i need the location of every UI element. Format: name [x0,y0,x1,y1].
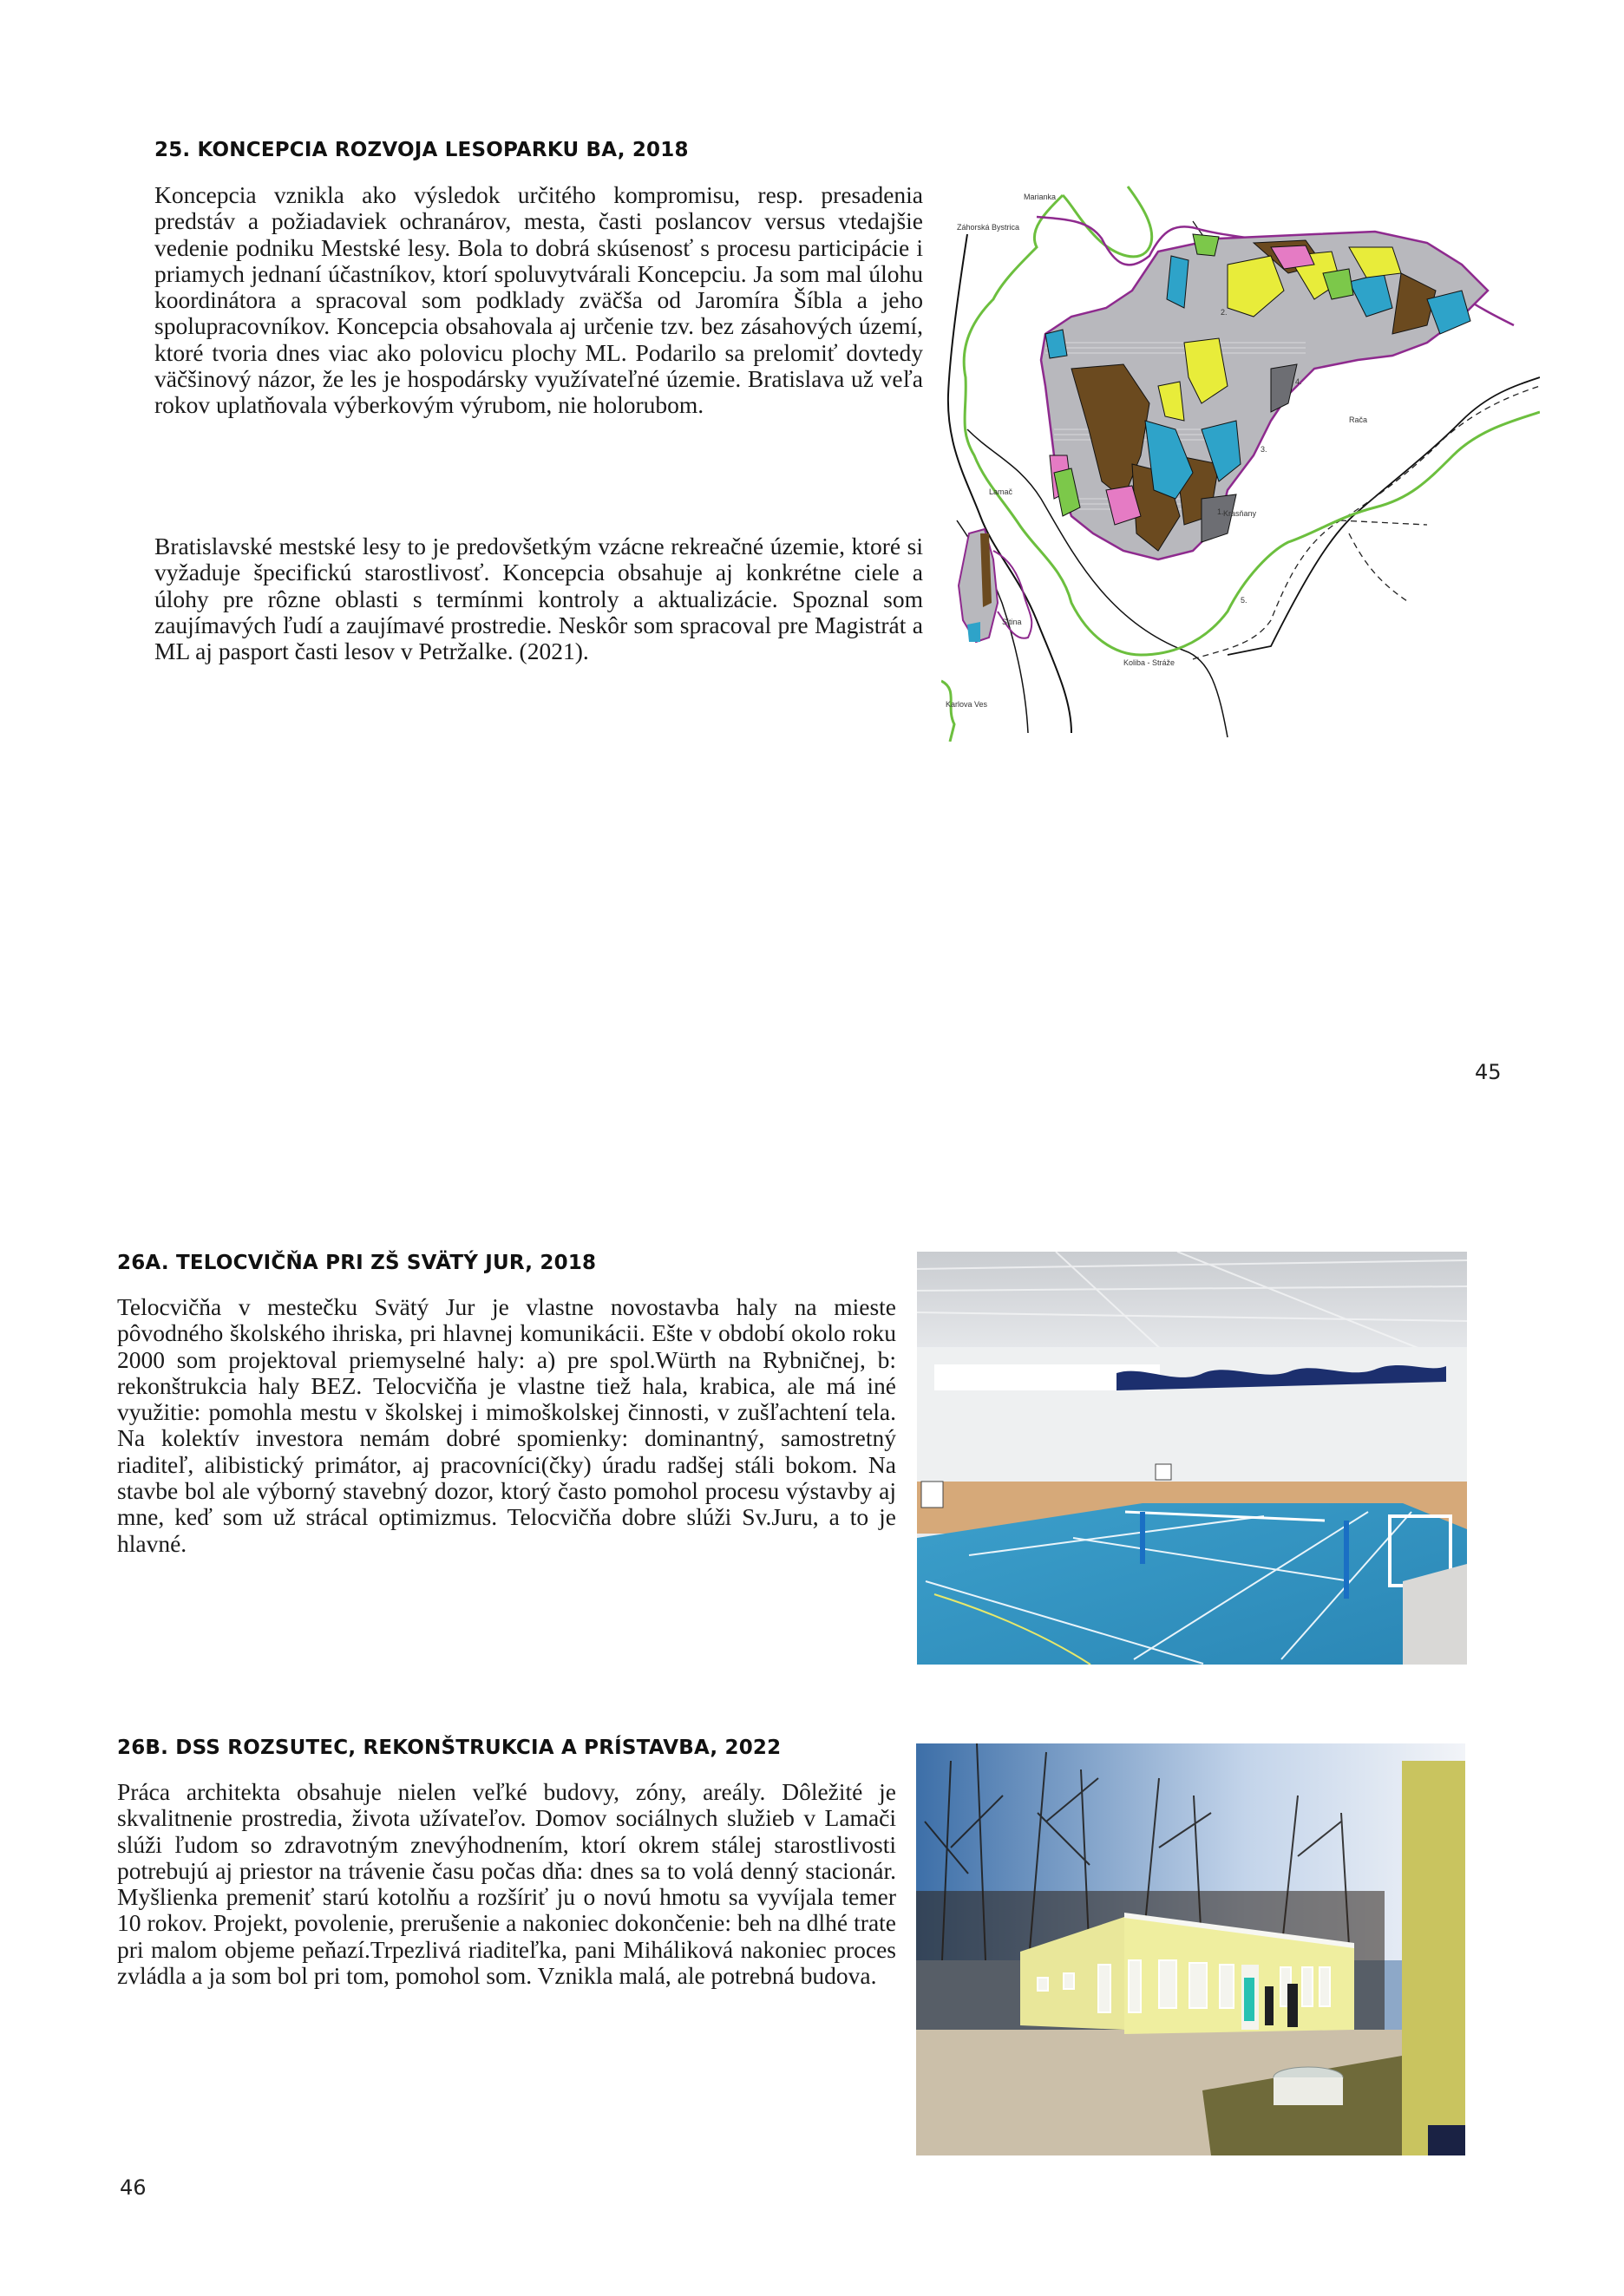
section-26b-paragraph: Práca architekta obsahuje nielen veľké budovy, zóny, areály. Dôležité je skvalitnenie prostredia, života užívateľov. Domov sociálnych služieb v Lamači slúži ľudom so zdravotným znevýhodnením, ktorí okrem stálej starostlivosti potrebujú aj priestor na trávenie času počas dňa: dnes sa to volá denný stacionár. Myšlienka premeniť starú kotolňu a rozšíriť ju o novú hmotu sa vyvíjala temer 10 rokov. Projekt, povolenie, prerušenie a nakoniec dokončenie: beh na dlhé trate pri malom objeme peňazí.Trpezlivá riaditeľka, pani Miháliková nakoniec proces zvládla a ja som bol pri tom, pomohol som. Vznikla malá, ale potrebná budova. [117,1778,896,1990]
dss-rozsutec-photo [916,1743,1465,2155]
forest-park-map-drawing [941,169,1540,742]
map-label-lamac: Lamač [989,487,1013,496]
map-label-koliba: Koliba - Stráže [1123,658,1175,667]
map-label-karlova-ves: Karlova Ves [946,700,988,709]
map-label-krasnany: Krasňany [1223,509,1257,518]
section-25-paragraph-2: Bratislavské mestské lesy to je predovšetkým vzácne rekreačné územie, ktoré si vyžaduje špecifickú starostlivosť. Koncepcia obsahuje aj konkrétne ciele a úlohy pre rôzne oblasti s termínmi kontroly a aktualizácie. Spoznal som zaujímavých ľudí a zaujímavé prostredie. Neskôr som spracoval pre Magistrát a ML aj pasport časti lesov v Petržalke. (2021). [154,533,923,665]
forest-park-map [941,169,1540,742]
section-25-heading: 25. KONCEPCIA ROZVOJA LESOPARKU BA, 2018 [154,139,689,161]
map-label-raca: Rača [1349,415,1368,424]
map-label-marianka: Marianka [1024,193,1057,201]
map-label-zahorska-bystrica: Záhorská Bystrica [957,223,1020,232]
map-zone-3: 3. [1261,445,1267,454]
page-number-46: 46 [120,2175,147,2200]
map-zone-2: 2. [1221,308,1228,317]
map-zone-1: 1. [1217,507,1224,516]
map-zone-4: 4. [1295,377,1302,386]
section-26b-heading: 26B. DSS ROZSUTEC, REKONŠTRUKCIA A PRÍSTAVBA, 2022 [117,1737,782,1759]
section-25-paragraph-1: Koncepcia vznikla ako výsledok určitého kompromisu, resp. presadenia predstáv a požiadaviek ochranárov, mesta, časti poslancov versus vtedajšie vedenie podniku Mestské lesy. Bola to dobrá skúsenosť s procesu participácie i priamych jednaní účastníkov, ktorí spoluvytvárali Koncepciu. Ja som mal úlohu koordinátora a spracoval som podklady zväčša od Jaromíra Šíbla a jeho spolupracovníkov. Koncepcia obsahovala aj určenie tzv. bez zásahových území, ktoré tvoria dnes viac ako polovicu plochy ML. Podarilo sa prelomiť dovtedy väčšinový názor, že les je hospodársky využívateľné územie. Bratislava už veľa rokov uplatňovala výberkovým výrubom, nie holorubom. [154,181,923,419]
section-26a-paragraph: Telocvičňa v mestečku Svätý Jur je vlastne novostavba haly na mieste pôvodného školského ihriska, pri hlavnej komunikácii. Ešte v období okolo roku 2000 som projektoval priemyselné haly: a) pre spol.Würth na Rybničnej, b: rekonštrukcia haly BEZ. Telocvičňa je vlastne tiež hala, krabica, ale má iné využitie: pomohla mestu v školskej i mimoškolskej činnosti, v zušľachtení tela. Na kolektív investora nemám dobré spomienky: dominantný, samostretný riaditeľ, alibistický primátor, aj pracovníci(čky) úradu radšej stáli bokom. Na stavbe bol ale výborný stavebný dozor, ktorý často pomohol procesu výstavby aj mne, keď som už strácal optimizmus. Telocvičňa dobre slúži Sv.Juru, a to je hlavné. [117,1293,896,1557]
map-label-sitina: Sitina [1002,618,1022,626]
gymnasium-photo-drawing [917,1252,1467,1665]
map-zone-5: 5. [1241,596,1247,605]
dss-rozsutec-photo-drawing [916,1743,1465,2155]
section-26a-heading: 26A. TELOCVIČŇA PRI ZŠ SVÄTÝ JUR, 2018 [117,1252,597,1274]
page-number-45: 45 [1475,1060,1502,1084]
gymnasium-photo [917,1252,1467,1665]
